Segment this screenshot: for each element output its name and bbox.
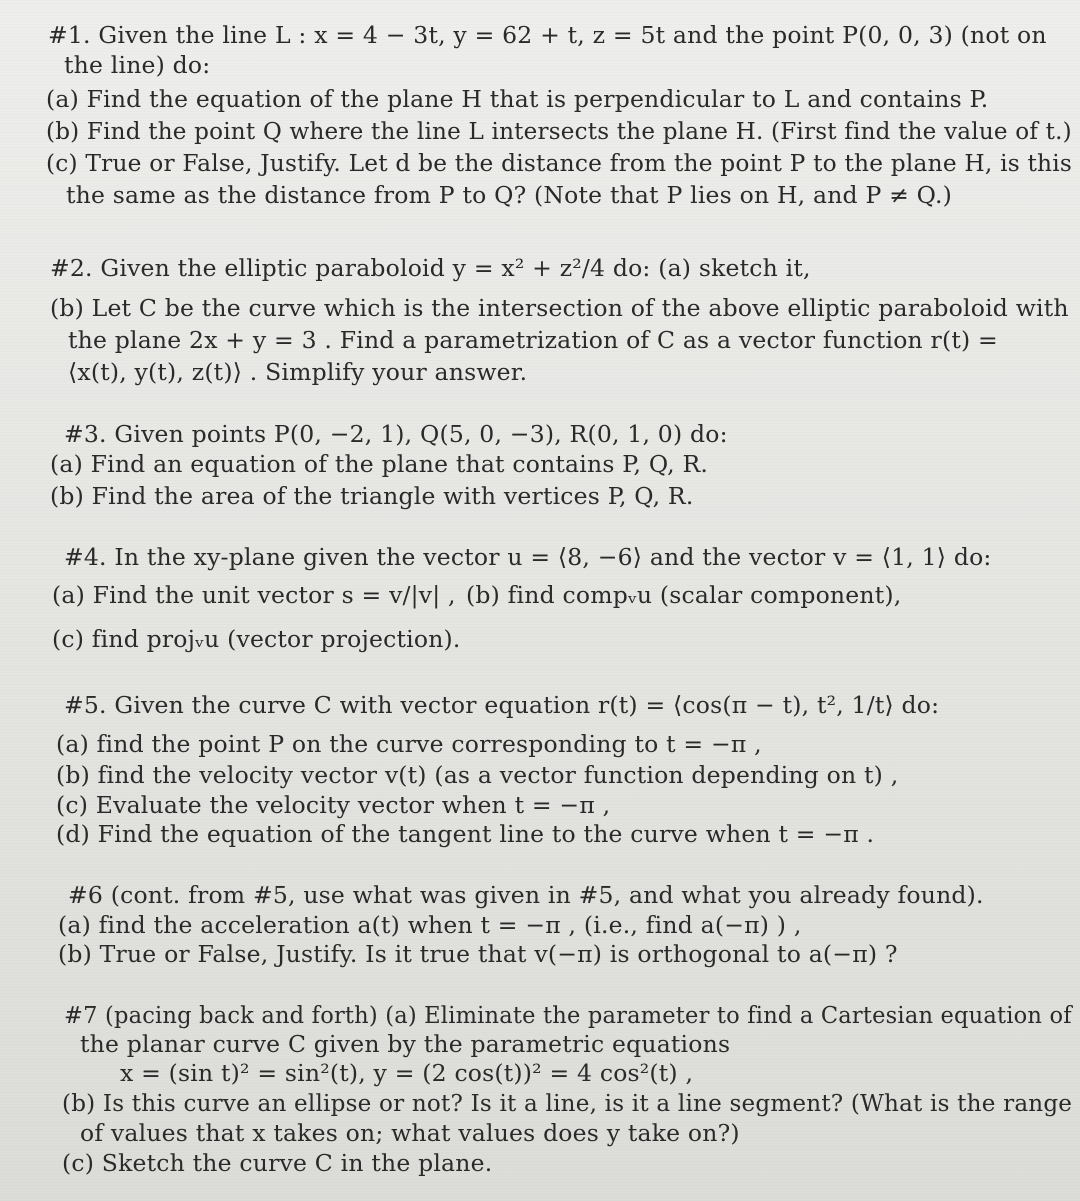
problem-1-part-c: (c) True or False, Justify. Let d be the distance from the point P to the plane H, is this xyxy=(46,149,1073,177)
problem-5-part-b: (b) find the velocity vector v(t) (as a vector function depending on t) , xyxy=(56,761,899,789)
problem-1-line: the same as the distance from P to Q? (Note that P lies on H, and P ≠ Q.) xyxy=(66,181,953,209)
problem-6-line: #6 (cont. from #5, use what was given in #5, and what you already found). xyxy=(68,881,984,909)
problem-5-part-d: (d) Find the equation of the tangent line to the curve when t = −π . xyxy=(56,820,875,848)
problem-3-part-a: (a) Find an equation of the plane that contains P, Q, R. xyxy=(50,450,709,478)
problem-2-line: #2. Given the elliptic paraboloid y = x² + z²/4 do: (a) sketch it, xyxy=(50,254,811,282)
problem-3-part-b: (b) Find the area of the triangle with vertices P, Q, R. xyxy=(50,482,694,510)
problem-4-line: #4. In the xy-plane given the vector u = ⟨8, −6⟩ and the vector v = ⟨1, 1⟩ do: xyxy=(64,543,992,571)
problem-1-part-a: (a) Find the equation of the plane H that is perpendicular to L and contains P. xyxy=(46,85,989,113)
problem-2-line: the plane 2x + y = 3 . Find a parametrization of C as a vector function r(t) = xyxy=(68,326,998,354)
problem-7-line: the planar curve C given by the parametric equations xyxy=(80,1030,731,1058)
problem-7-part-c: (c) Sketch the curve C in the plane. xyxy=(62,1149,493,1177)
problem-6-part-b: (b) True or False, Justify. Is it true that v(−π) is orthogonal to a(−π) ? xyxy=(58,940,898,968)
problem-5-part-a: (a) find the point P on the curve corresponding to t = −π , xyxy=(56,730,762,758)
problem-1-line: the line) do: xyxy=(64,51,211,79)
problem-1-part-b: (b) Find the point Q where the line L intersects the plane H. (First find the value of t.) xyxy=(46,117,1072,145)
problem-4-part-c: (c) find projᵥu (vector projection). xyxy=(52,625,461,653)
problem-5-part-c: (c) Evaluate the velocity vector when t = −π , xyxy=(56,791,611,819)
problem-7-line: of values that x takes on; what values does y take on?) xyxy=(80,1119,740,1147)
problem-7-line: #7 (pacing back and forth) (a) Eliminate the parameter to find a Cartesian equation of xyxy=(64,1001,1072,1029)
problem-7-part-b: (b) Is this curve an ellipse or not? Is it a line, is it a line segment? (What is the range xyxy=(62,1089,1073,1117)
problem-2-part-b: (b) Let C be the curve which is the intersection of the above elliptic paraboloid with xyxy=(50,294,1069,322)
problem-2-line: ⟨x(t), y(t), z(t)⟩ . Simplify your answer. xyxy=(68,358,528,386)
problem-5-line: #5. Given the curve C with vector equation r(t) = ⟨cos(π − t), t², 1/t⟩ do: xyxy=(64,691,940,719)
problem-4-part-b: (b) find compᵥu (scalar component), xyxy=(466,581,902,609)
problem-6-part-a: (a) find the acceleration a(t) when t = −π , (i.e., find a(−π) ) , xyxy=(58,911,802,939)
problem-4-part-a: (a) Find the unit vector s = v/|v| , xyxy=(52,581,456,609)
problem-7-equations: x = (sin t)² = sin²(t), y = (2 cos(t))² = 4 cos²(t) , xyxy=(120,1059,694,1087)
problem-3-line: #3. Given points P(0, −2, 1), Q(5, 0, −3), R(0, 1, 0) do: xyxy=(64,420,728,448)
problem-1-line: #1. Given the line L : x = 4 − 3t, y = 62 + t, z = 5t and the point P(0, 0, 3) (not on xyxy=(48,21,1047,49)
